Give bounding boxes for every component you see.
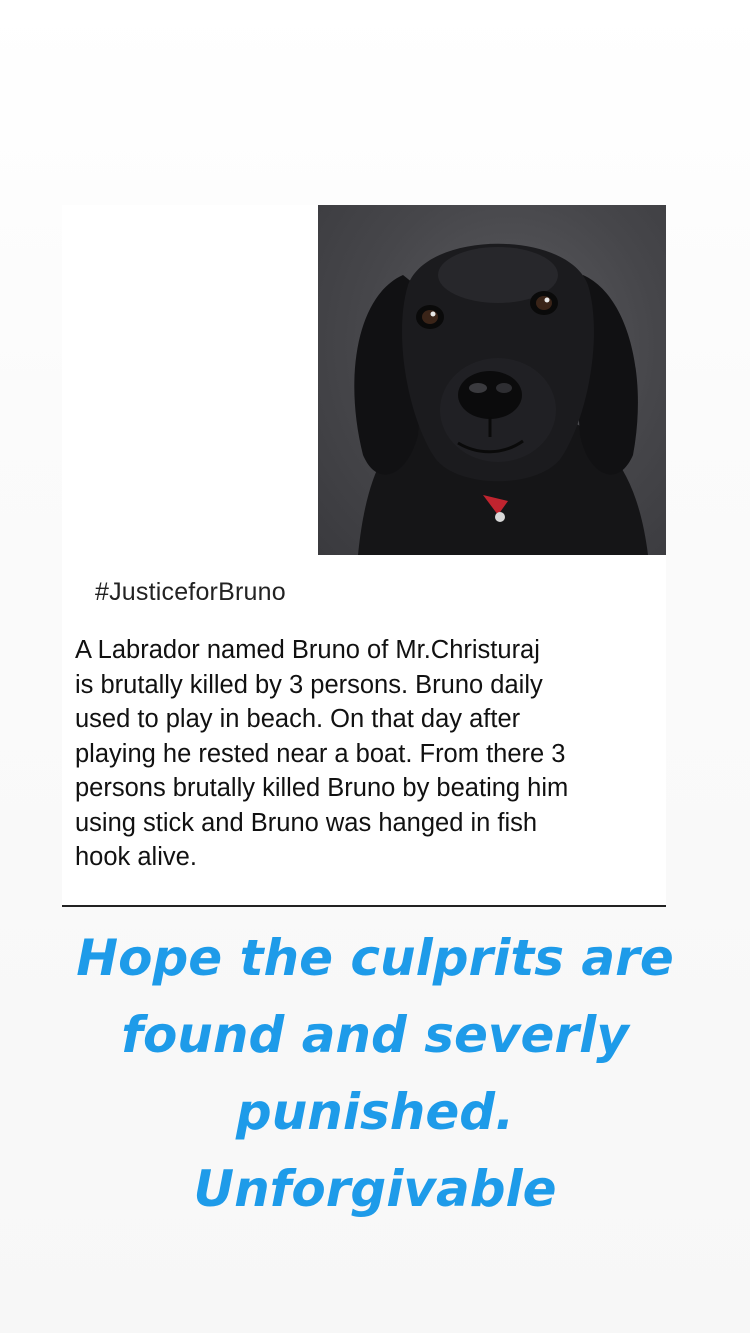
caption-line-1: Hope the culprits are: [76, 929, 674, 987]
story-text: A Labrador named Bruno of Mr.Christuraj is brutally killed by 3 persons. Bruno daily used to play in beach. On that day after playing he rested near a boat. From there 3 persons brutally killed Bruno by beating him using stick and Bruno was hanged in fish hook alive.: [75, 636, 569, 871]
post-card: [62, 205, 666, 907]
hashtag-label: #JusticeforBruno: [95, 578, 286, 606]
labrador-puppy-image: [318, 205, 666, 555]
story-caption: [0, 920, 750, 1228]
dog-photo: [318, 205, 666, 555]
caption-line-2: found and severly: [121, 1006, 629, 1064]
caption-line-3: punished.: [235, 1083, 515, 1141]
caption-line-4: Unforgivable: [193, 1160, 557, 1218]
